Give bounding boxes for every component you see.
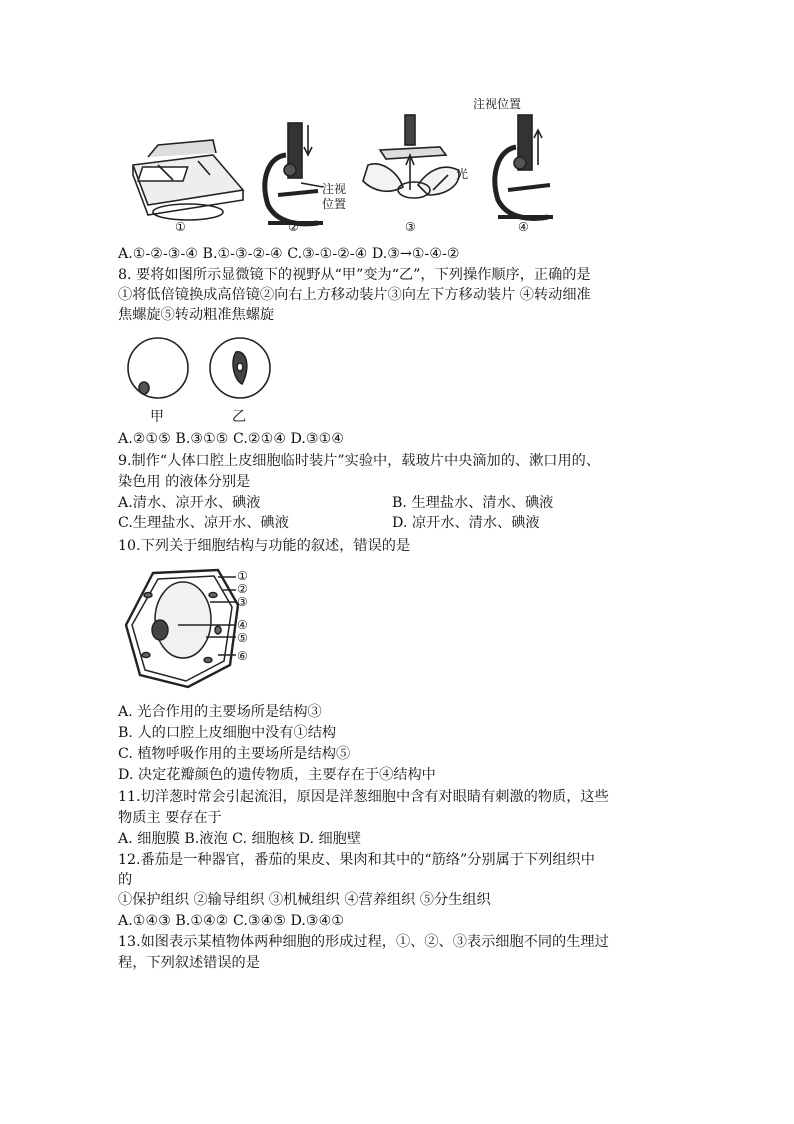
q7-options: A.①-②-③-④ B.①-③-②-④ C.③-①-②-④ D.③→①-④-② <box>118 246 460 262</box>
q10-option-a: A. 光合作用的主要场所是结构③ <box>118 704 322 720</box>
q7-figure-drawing <box>118 95 678 240</box>
q7-image-number-4: ④ <box>518 220 529 234</box>
q13-stem-line1: 13.如图表示某植物体两种细胞的形成过程，①、②、③表示细胞不同的生理过 <box>118 934 609 950</box>
q10-label-6: ⑥ <box>237 649 248 663</box>
q10-option-b: B. 人的口腔上皮细胞中没有①结构 <box>118 725 337 741</box>
q13-stem-line2: 程，下列叙述错误的是 <box>118 955 260 971</box>
q9-option-a: A.清水、凉开水、碘液 <box>118 495 261 511</box>
q7-label-zhushi: 注视 <box>322 182 347 196</box>
q7-figure <box>118 95 678 240</box>
q12-stem-line2: 的 <box>118 872 133 888</box>
q8-figure-drawing <box>118 330 288 410</box>
q8-figure <box>118 330 288 430</box>
q8-stem-line3: 焦螺旋⑤转动粗准焦螺旋 <box>118 307 275 323</box>
q11-options: A. 细胞膜 B.液泡 C. 细胞核 D. 细胞壁 <box>118 831 362 847</box>
q9-stem-line1: 9.制作“人体口腔上皮细胞临时装片”实验中，载玻片中央滴加的、漱口用的、 <box>118 453 601 469</box>
q7-label-zhushiweizhi: 注视位置 <box>473 97 522 111</box>
q11-stem-line2: 物质主 要存在于 <box>118 810 222 826</box>
q10-stem: 10.下列关于细胞结构与功能的叙述，错误的是 <box>118 538 411 554</box>
q7-image-number-3: ③ <box>405 220 416 234</box>
q8-stem-line2: ①将低倍镜换成高倍镜②向右上方移动装片③向左下方移动装片 ④转动细准 <box>118 287 591 303</box>
q8-options: A.②①⑤ B.③①⑤ C.②①④ D.③①④ <box>118 431 345 447</box>
q7-label-weizhi: 位置 <box>322 197 347 211</box>
q7-image-2 <box>265 123 323 224</box>
q7-image-number-2: ② <box>288 220 299 234</box>
q9-option-b: B. 生理盐水、清水、碘液 <box>392 495 554 511</box>
q8-stem-line1: 8. 要将如图所示显微镜下的视野从“甲”变为“乙”，下列操作顺序，正确的是 <box>118 267 591 283</box>
q9-option-d: D. 凉开水、清水、碘液 <box>392 515 540 531</box>
q8-field-yi <box>210 338 270 398</box>
q10-label-2: ② <box>237 582 248 596</box>
q7-image-number-1: ① <box>175 220 186 234</box>
q12-stem-line1: 12.番茄是一种器官，番茄的果皮、果肉和其中的“筋络”分别属于下列组织中 <box>118 852 595 868</box>
q7-image-4 <box>495 115 553 218</box>
q8-label-yi: 乙 <box>232 409 246 425</box>
q9-option-c: C.生理盐水、凉开水、碘液 <box>118 515 289 531</box>
q7-label-guang: 光 <box>456 167 469 181</box>
q11-stem-line1: 11.切洋葱时常会引起流泪，原因是洋葱细胞中含有对眼睛有刺激的物质，这些 <box>118 789 609 805</box>
q12-options: A.①④③ B.①④② C.③④⑤ D.③④① <box>118 913 345 929</box>
q12-tissues: ①保护组织 ②输导组织 ③机械组织 ④营养组织 ⑤分生组织 <box>118 892 491 908</box>
q10-option-c: C. 植物呼吸作用的主要场所是结构⑤ <box>118 746 351 762</box>
q10-label-3: ③ <box>237 595 248 609</box>
q10-label-4: ④ <box>237 618 248 632</box>
q10-label-1: ① <box>237 569 248 583</box>
q10-label-5: ⑤ <box>237 631 248 645</box>
q8-field-jia <box>128 338 188 398</box>
q10-cell-figure <box>118 565 268 695</box>
q7-image-3 <box>363 115 459 198</box>
q10-option-d: D. 决定花瓣颜色的遗传物质，主要存在于④结构中 <box>118 767 436 783</box>
q8-label-jia: 甲 <box>150 409 164 425</box>
q9-stem-line2: 染色用 的液体分别是 <box>118 474 251 490</box>
q7-image-1 <box>133 140 243 220</box>
